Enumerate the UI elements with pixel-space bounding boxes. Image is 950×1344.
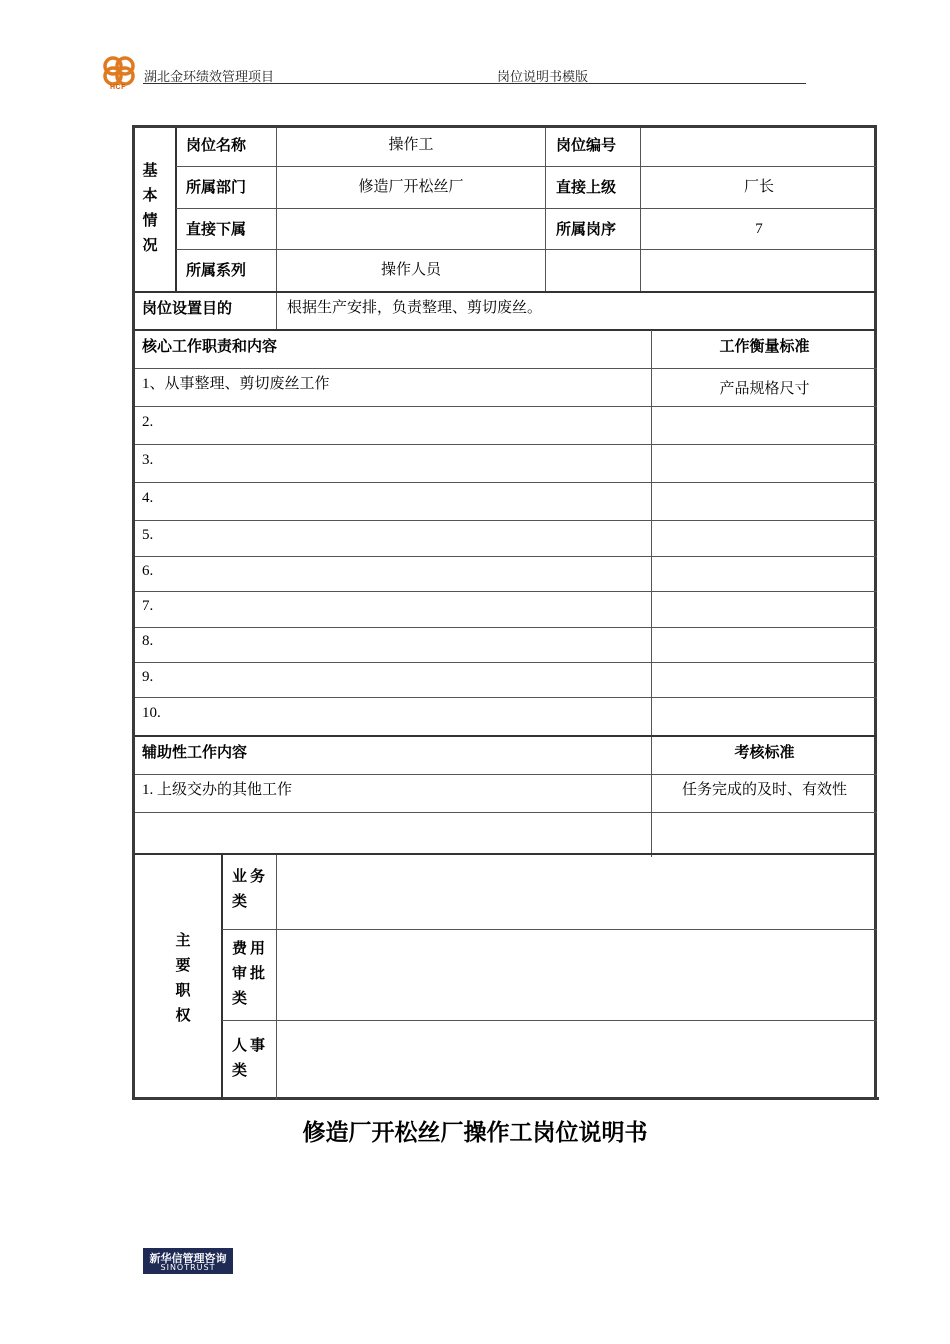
core-item-6: 6. <box>142 563 154 579</box>
footer-logo <box>143 1248 233 1274</box>
aux-header-content: 辅助性工作内容 <box>142 743 248 761</box>
core-item-3: 3. <box>142 452 154 468</box>
value-department: 修造厂开松丝厂 <box>358 179 464 195</box>
value-supervisor: 厂长 <box>743 179 774 195</box>
label-purpose: 岗位设置目的 <box>142 299 233 317</box>
label-supervisor: 直接上级 <box>556 178 617 196</box>
aux-standard-1: 任务完成的及时、有效性 <box>681 782 847 798</box>
authority-business: 业务类 <box>232 867 269 910</box>
core-item-8: 8. <box>142 633 154 649</box>
footer-logo-brand: SINOTRUST <box>160 1263 216 1272</box>
core-standard-1: 产品规格尺寸 <box>719 381 810 397</box>
label-subordinates: 直接下属 <box>186 220 247 238</box>
label-job-grade: 所属岗序 <box>556 220 617 238</box>
basic-section-label: 基本情况 <box>142 161 158 254</box>
header-template: 岗位说明书模版 <box>497 69 589 84</box>
authority-expense: 费用审批类 <box>232 939 269 1007</box>
core-header-standard: 工作衡量标准 <box>719 337 810 355</box>
core-item-4: 4. <box>142 490 154 506</box>
core-item-1: 1、从事整理、剪切废丝工作 <box>142 376 330 392</box>
core-item-5: 5. <box>142 527 154 543</box>
aux-item-1: 1. 上级交办的其他工作 <box>142 782 293 798</box>
authority-personnel: 人事类 <box>232 1036 269 1079</box>
core-item-10: 10. <box>142 705 161 721</box>
document-title: 修造厂开松丝厂操作工岗位说明书 <box>302 1120 648 1146</box>
label-job-series: 所属系列 <box>186 261 247 279</box>
core-item-7: 7. <box>142 598 154 614</box>
value-purpose: 根据生产安排，负责整理、剪切废丝。 <box>287 300 543 316</box>
aux-header-standard: 考核标准 <box>734 743 795 761</box>
label-job-name: 岗位名称 <box>186 136 247 154</box>
header-rule <box>143 83 806 84</box>
footer-logo-name: 新华信管理咨询 <box>149 1252 227 1265</box>
core-item-9: 9. <box>142 669 154 685</box>
value-job-series: 操作人员 <box>380 262 441 278</box>
company-logo <box>100 54 138 88</box>
value-job-name: 操作工 <box>388 137 434 153</box>
logo-text: HCF <box>110 84 126 91</box>
core-header-duties: 核心工作职责和内容 <box>142 337 278 355</box>
header-project: 湖北金环绩效管理项目 <box>144 69 275 84</box>
label-department: 所属部门 <box>186 178 247 196</box>
value-job-grade: 7 <box>755 221 763 237</box>
core-item-2: 2. <box>142 414 154 430</box>
authority-label: 主要职权 <box>175 931 191 1024</box>
label-job-code: 岗位编号 <box>556 136 617 154</box>
